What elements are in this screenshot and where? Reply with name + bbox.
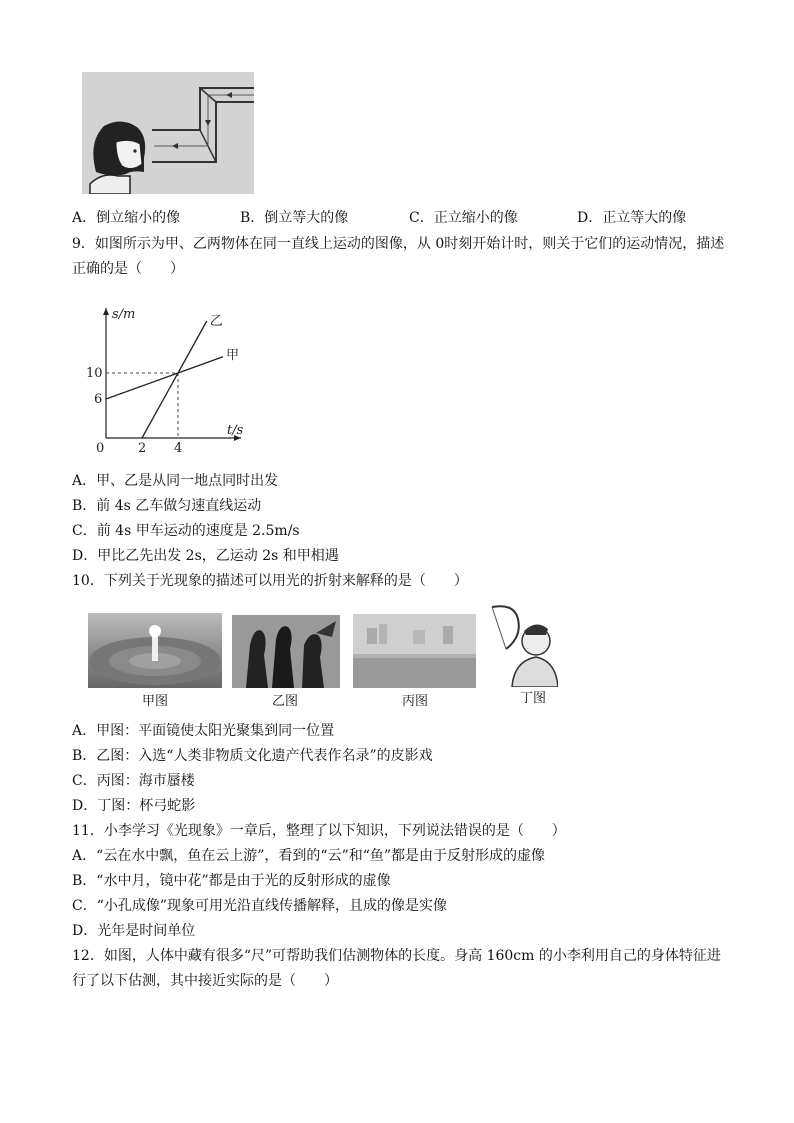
q9-option-b: B．前 4s 乙车做匀速直线运动 xyxy=(72,498,262,514)
x-axis-label: t/s xyxy=(227,423,244,438)
q12-stem-line2: 行了以下估测，其中接近实际的是（ ） xyxy=(72,973,338,989)
q10-image-jia xyxy=(88,613,222,688)
q8-option-b: B．倒立等大的像 xyxy=(240,210,349,226)
q9-chart xyxy=(84,296,274,452)
q10-stem: 10．下列关于光现象的描述可以用光的折射来解释的是（ ） xyxy=(72,573,468,589)
q10-option-b: B．乙图：入选“人类非物质文化遗产代表作名录”的皮影戏 xyxy=(72,748,433,764)
q10-image-yi xyxy=(232,615,340,688)
y-axis-arrow xyxy=(103,308,109,315)
q11-option-a: A．“云在水中飘，鱼在云上游”，看到的“云”和“鱼”都是由于反射形成的虚像 xyxy=(72,848,546,864)
periscope-figure xyxy=(82,72,254,194)
q10-image-bing xyxy=(353,614,476,688)
q8-option-d: D．正立等大的像 xyxy=(577,210,687,226)
series-label-0: 甲 xyxy=(226,347,240,363)
q11-option-b: B．“水中月，镜中花”都是由于光的反射形成的虚像 xyxy=(72,873,391,889)
q8-option-a: A．倒立缩小的像 xyxy=(72,210,181,226)
q8-option-c: C．正立缩小的像 xyxy=(409,210,518,226)
q9-stem-line2: 正确的是（ ） xyxy=(72,261,184,277)
q11-stem: 11．小李学习《光现象》一章后，整理了以下知识，下列说法错误的是（ ） xyxy=(72,823,566,839)
q10-caption-ding: 丁图 xyxy=(519,691,546,706)
q10-caption-yi: 乙图 xyxy=(271,694,298,709)
q10-caption-jia: 甲图 xyxy=(141,694,168,709)
q9-stem-line1: 9．如图所示为甲、乙两物体在同一直线上运动的图像，从 0时刻开始计时，则关于它们的运动情况，描述 xyxy=(72,236,725,252)
x-tick-0: 0 xyxy=(96,441,105,452)
q9-option-d: D．甲比乙先出发 2s，乙运动 2s 和甲相遇 xyxy=(72,548,339,564)
q10-image-ding xyxy=(488,601,558,687)
q10-option-c: C．丙图：海市蜃楼 xyxy=(72,773,195,789)
x-tick-2: 2 xyxy=(138,441,147,452)
y-tick-10: 10 xyxy=(86,366,103,381)
q12-stem-line1: 12．如图，人体中藏有很多“尺”可帮助我们估测物体的长度。身高 160cm 的小李利用自己的身体特征进 xyxy=(72,948,721,964)
y-axis-label: s/m xyxy=(112,307,136,322)
q11-option-d: D．光年是时间单位 xyxy=(72,923,196,939)
q9-option-c: C．前 4s 甲车运动的速度是 2.5m/s xyxy=(72,523,300,539)
q9-option-a: A．甲、乙是从同一地点同时出发 xyxy=(72,473,279,489)
series-line-0 xyxy=(106,357,223,399)
y-tick-6: 6 xyxy=(94,392,103,407)
series-line-1 xyxy=(142,321,207,438)
q10-option-a: A．甲图：平面镜使太阳光聚集到同一位置 xyxy=(72,723,335,739)
series-label-1: 乙 xyxy=(209,314,223,329)
q10-caption-bing: 丙图 xyxy=(401,694,428,709)
q10-option-d: D．丁图：杯弓蛇影 xyxy=(72,798,196,814)
q11-option-c: C．“小孔成像”现象可用光沿直线传播解释，且成的像是实像 xyxy=(72,898,448,914)
x-tick-4: 4 xyxy=(174,441,183,452)
